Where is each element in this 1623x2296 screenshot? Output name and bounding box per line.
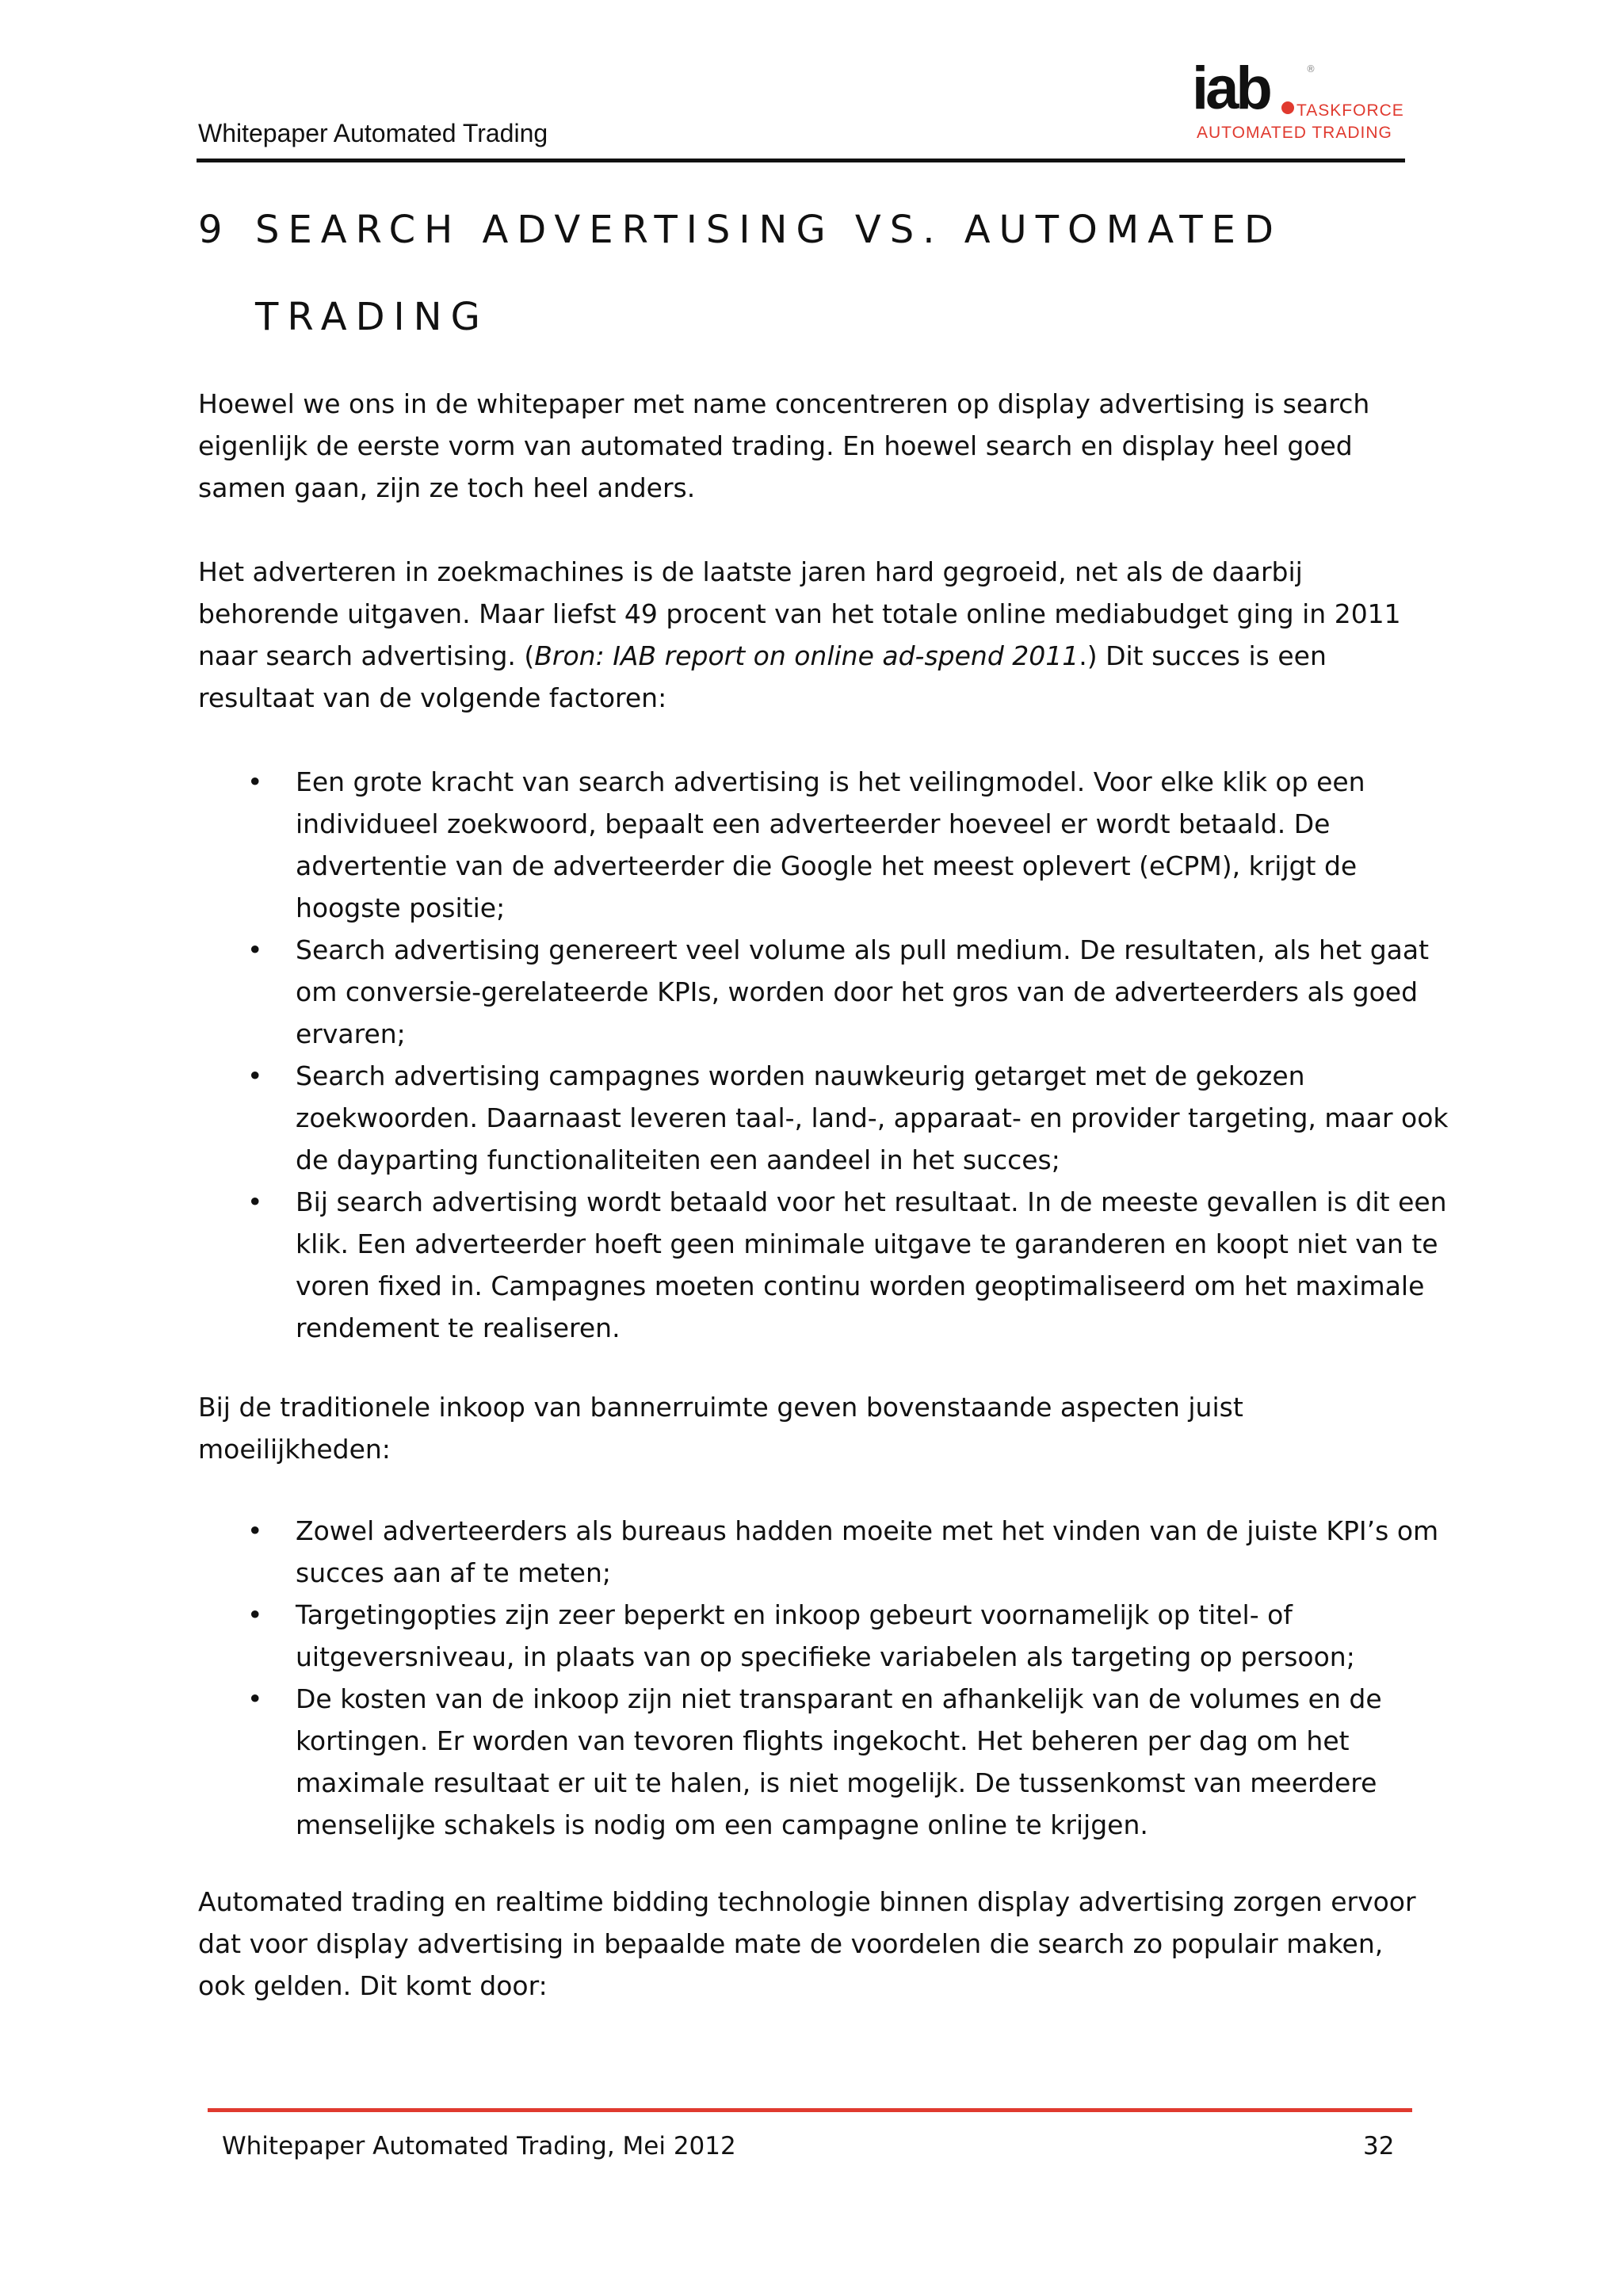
page-number: 32 [1363,2132,1395,2160]
paragraph-text: .) Dit succes is een resultaat van de volgende factoren: [198,640,1327,713]
list-item-text: Een grote kracht van search advertising is het veilingmodel. Voor elke klik op een individueel zoekwoord, bepaalt een adverteerder hoeveel er wordt betaald. De advertentie van de adverteerder die Google het meest oplevert (eCPM), krijgt de hoogste positie; [296,766,1365,923]
chapter-title-line-2: TRADING [255,295,489,339]
source-citation: Bron: IAB report on online ad-spend 2011 [534,640,1079,671]
iab-taskforce-logo [1189,55,1404,151]
logo-taskforce-text: TASKFORCE [1296,101,1404,120]
list-item [198,1181,1450,1349]
logo-subtitle: AUTOMATED TRADING [1197,124,1392,142]
header-title: Whitepaper Automated Trading [198,119,548,147]
list-item-text: De kosten van de inkoop zijn niet transparant en afhankelijk van de volumes en de kortingen. Er worden van tevoren flights ingekocht. Het beheren per dag om het maximale resultaat er uit te halen, is niet mogelijk. De tussenkomst van meerdere menselijke schakels is nodig om een campagne online te krijgen. [296,1683,1382,1840]
list-item-text: Search advertising genereert veel volume als pull medium. De resultaten, als het gaat om conversie-gerelateerde KPIs, worden door het gros van de adverteerders als goed ervaren; [296,934,1430,1049]
bullet-icon: • [247,1599,263,1630]
list-item [198,929,1450,1055]
search-factors-list [198,761,1450,1349]
chapter-number: 9 [198,208,231,252]
header-divider [197,159,1405,162]
list-item [198,1594,1450,1678]
logo-wordmark: iab [1192,55,1270,122]
paragraph-traditional: Bij de traditionele inkoop van bannerruimte geven bovenstaande aspecten juist moeilijkheden: [198,1392,1243,1465]
list-item-text: Zowel adverteerders als bureaus hadden moeite met het vinden van de juiste KPI’s om succes aan af te meten; [296,1515,1439,1588]
logo-trademark: ® [1306,63,1316,74]
paragraph-search-growth [198,551,1434,719]
bullet-icon: • [247,766,263,797]
paragraph-intro: Hoewel we ons in de whitepaper met name concentreren op display advertising is search eigenlijk de eerste vorm van automated trading. En hoewel search en display heel goed samen gaan, zijn ze toch heel anders. [198,388,1370,503]
chapter-title-line-1: SEARCH ADVERTISING VS. AUTOMATED [255,208,1282,252]
list-item-text: Search advertising campagnes worden nauwkeurig getarget met de gekozen zoekwoorden. Daarnaast leveren taal-, land-, apparaat- en provider targeting, maar ook de dayparting functionaliteiten een aandeel in het succes; [296,1060,1449,1175]
bullet-icon: • [247,1515,263,1546]
list-item [198,1055,1450,1181]
bullet-icon: • [247,934,263,965]
list-item [198,1678,1450,1846]
list-item [198,761,1450,929]
footer-divider [208,2108,1412,2112]
traditional-issues-list [198,1510,1450,1846]
bullet-icon: • [247,1060,263,1091]
bullet-icon: • [247,1683,263,1714]
footer-text: Whitepaper Automated Trading, Mei 2012 [222,2132,736,2160]
paragraph-text: Het adverteren in zoekmachines is de laatste jaren hard gegroeid, net als de daarbij behorende uitgaven. Maar liefst 49 procent van het totale online mediabudget ging in 2011 naar search advertising. ( [198,556,1401,671]
list-item-text: Targetingopties zijn zeer beperkt en inkoop gebeurt voornamelijk op titel- of uitgeversniveau, in plaats van op specifieke variabelen als targeting op persoon; [296,1599,1355,1672]
logo-red-dot-icon [1281,101,1294,114]
list-item [198,1510,1450,1594]
list-item-text: Bij search advertising wordt betaald voor het resultaat. In de meeste gevallen is dit een klik. Een adverteerder hoeft geen minimale uitgave te garanderen en koopt niet van te voren fixed in. Campagnes moeten continu worden geoptimaliseerd om het maximale rendement te realiseren. [296,1186,1447,1343]
paragraph-automated-trading: Automated trading en realtime bidding technologie binnen display advertising zorgen ervoor dat voor display advertising in bepaalde mate de voordelen die search zo populair maken, ook gelden. Dit komt door: [198,1886,1416,2001]
bullet-icon: • [247,1186,263,1217]
